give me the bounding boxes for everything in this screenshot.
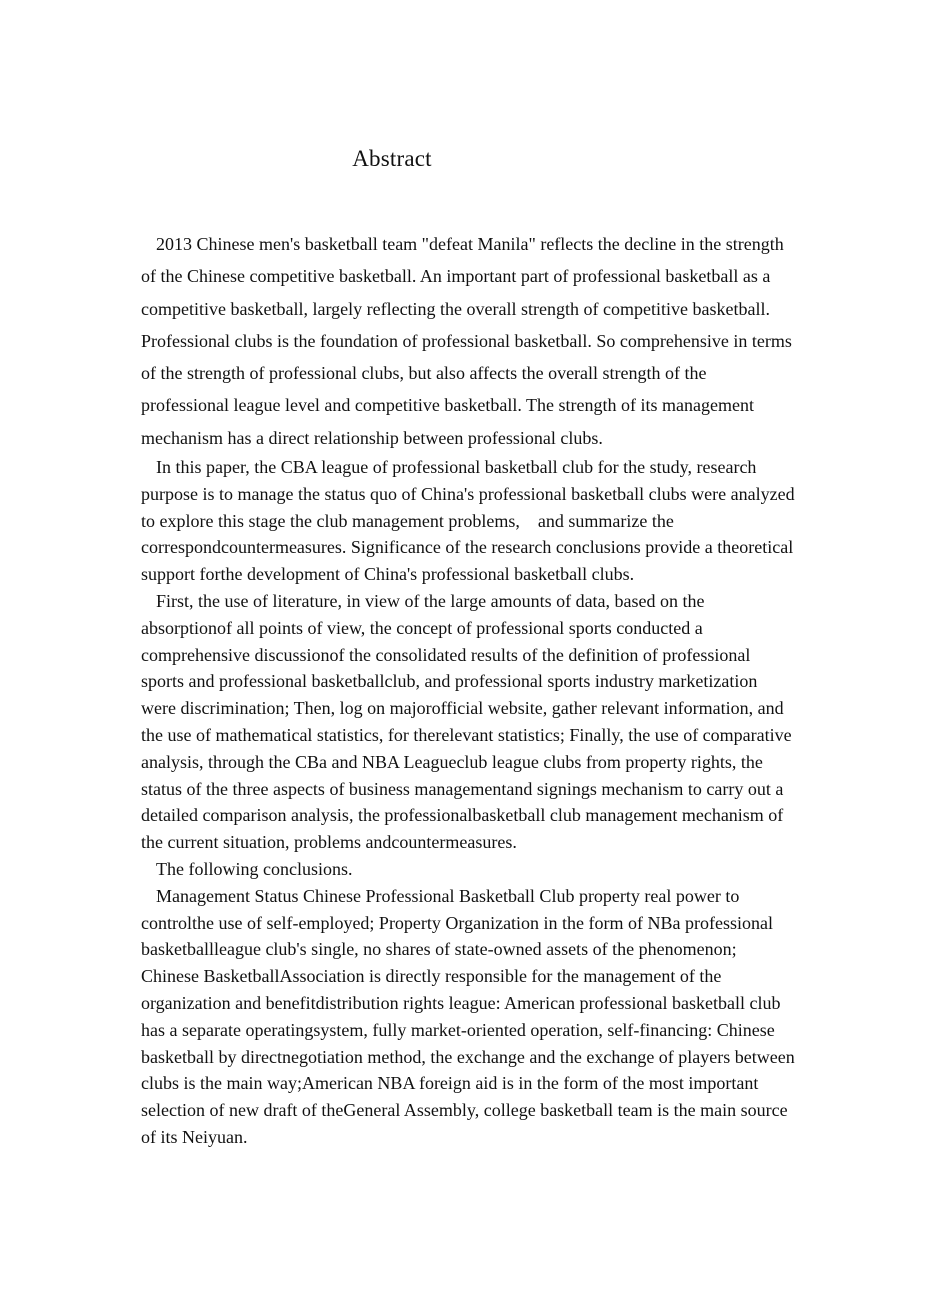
paragraph-1: 2013 Chinese men's basketball team "defeat Manila" reflects the decline in the strength of the Chinese competitive basketball. An important part of professional basketball as a competitive basketball, largely reflecting the overall strength of competitive basketball. Professional clubs is the foundation of professional basketball. So comprehensive in terms of the strength of professional clubs, but also affects the overall strength of the professional league level and competitive basketball. The strength of its management mechanism has a direct relationship between professional clubs. <box>141 234 792 448</box>
paragraph-5: Management Status Chinese Professional Basketball Club property real power to controlthe use of self-employed; Property Organization in the form of NBa professional basketballleague club's single, no shares of state-owned assets of the phenomenon; Chinese BasketballAssociation is directly responsible for the management of the organization and benefitdistribution rights league: American professional basketball club has a separate operatingsystem, fully market-oriented operation, self-financing: Chinese basketball by directnegotiation method, the exchange and the exchange of players between clubs is the main way;American NBA foreign aid is in the form of the most important selection of new draft of theGeneral Assembly, college basketball team is the main source of its Neiyuan. <box>141 885 795 1147</box>
paragraph-3: First, the use of literature, in view of the large amounts of data, based on the absorptionof all points of view, the concept of professional sports conducted a comprehensive discussionof the consolidated results of the definition of professional sports and professional basketballclub, and professional sports industry marketization were discrimination; Then, log on majorofficial website, gather relevant information, and the use of mathematical statistics, for therelevant statistics; Finally, the use of comparative analysis, through the CBa and NBA Leagueclub league clubs from property rights, the status of the three aspects of business managementand signings mechanism to carry out a detailed comparison analysis, the professionalbasketball club management mechanism of the current situation, problems andcountermeasures. <box>141 591 792 853</box>
paragraph-2: In this paper, the CBA league of professional basketball club for the study, research purpose is to manage the status quo of China's professional basketball clubs were analyzed to explore this stage the club management problems, and summarize the correspondcountermeasures. Significance of the research conclusions provide a theoretical support forthe development of China's professional basketball clubs. <box>141 457 795 585</box>
paragraph-4: The following conclusions. <box>156 859 353 880</box>
abstract-body <box>141 228 795 1151</box>
page-title: Abstract <box>352 146 432 171</box>
